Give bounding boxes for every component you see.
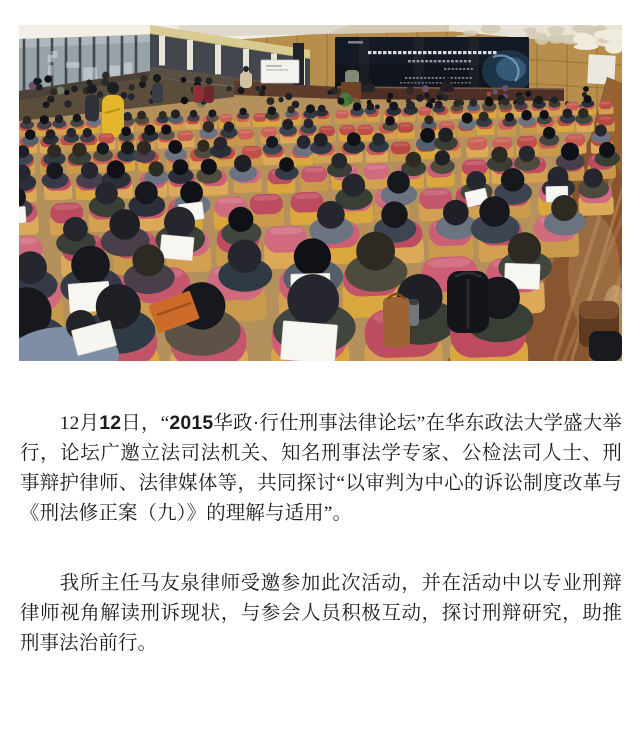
text-segment: 12月 bbox=[59, 413, 100, 434]
text-segment: 我所主任马友泉律师受邀参加此次活动，并在活动中以专业刑辩律师视角解读刑诉现状，与参会人员积极互动，探讨刑辩研究，助推刑事法治前行。 bbox=[20, 573, 622, 654]
auditorium-photo-svg bbox=[19, 25, 622, 361]
text-segment: 2015 bbox=[169, 412, 214, 434]
paragraph-lawyer-participation bbox=[20, 569, 622, 659]
text-segment: 12 bbox=[99, 412, 122, 434]
text-segment: 华政·行仕刑事法律论坛”在华东政法大学盛大举行，论坛广邀立法司法机关、知名刑事法学专家、公检法司人士、刑事辩护律师、法律媒体等，共同探讨“以审判为中心的诉讼制度改革与《刑法修正案（九）》的理解与适用”。 bbox=[20, 413, 622, 524]
event-photo bbox=[19, 25, 622, 361]
paragraph-forum-intro bbox=[20, 408, 622, 529]
text-segment: 日，“ bbox=[121, 413, 170, 434]
article-body bbox=[20, 408, 622, 659]
